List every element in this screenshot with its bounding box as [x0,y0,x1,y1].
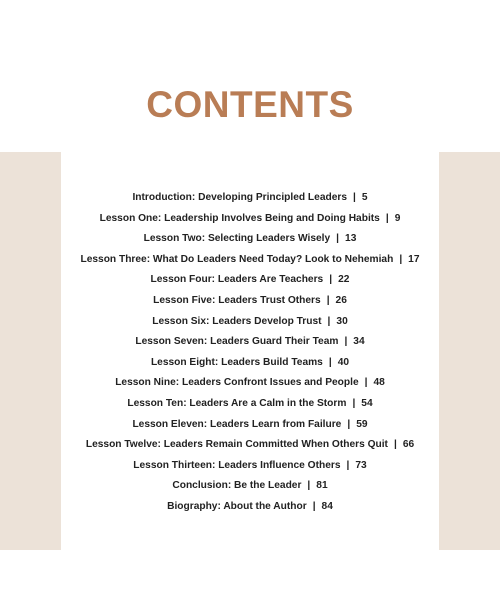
toc-entry-label: Lesson One: Leadership Involves Being and Doing Habits [99,212,380,224]
toc-entry-page: 26 [335,294,347,306]
toc-separator: | [336,233,340,245]
toc-entry[interactable] [61,291,439,312]
toc-entry[interactable] [61,188,439,209]
toc-entry-page: 73 [355,459,367,471]
toc-separator: | [312,500,316,512]
toc-separator: | [328,356,332,368]
toc-entry-page: 84 [321,500,333,512]
toc-entry-page: 40 [337,356,350,368]
toc-entry[interactable] [61,250,439,271]
toc-separator: | [385,212,389,224]
toc-entry-label: Lesson Six: Leaders Develop Trust [152,315,322,327]
toc-entry[interactable] [61,456,439,477]
table-of-contents [61,188,439,518]
toc-entry-label: Introduction: Developing Principled Leaders [132,192,347,203]
toc-entry-label: Lesson Five: Leaders Trust Others [153,294,321,306]
toc-separator: | [347,418,351,430]
page-title: CONTENTS [146,84,354,125]
toc-entry[interactable] [61,229,439,250]
toc-entry-label: Lesson Ten: Leaders Are a Calm in the Storm [127,397,347,409]
toc-separator: | [399,253,403,265]
toc-entry-page: 54 [361,397,373,409]
toc-entry[interactable] [61,415,439,436]
toc-entry-page: 34 [353,336,365,348]
toc-entry-page: 5 [361,192,368,203]
toc-entry-page: 22 [338,274,350,286]
toc-separator: | [364,377,368,389]
toc-entry-page: 17 [408,253,420,265]
toc-entry-label: Lesson Three: What Do Leaders Need Today? Look to Nehemiah [80,253,394,265]
toc-entry-label: Lesson Two: Selecting Leaders Wisely [143,233,331,245]
toc-entry-label: Lesson Twelve: Leaders Remain Committed When Others Quit [85,439,388,451]
toc-entry[interactable] [61,312,439,333]
toc-entry-label: Lesson Eleven: Leaders Learn from Failure [132,418,342,430]
toc-entry-label: Lesson Four: Leaders Are Teachers [150,274,324,286]
toc-separator: | [329,274,333,286]
toc-entry-label: Lesson Nine: Leaders Confront Issues and People [115,377,359,389]
toc-entry[interactable] [61,353,439,374]
toc-entry[interactable] [61,394,439,415]
toc-entry-page: 59 [356,418,368,430]
toc-separator: | [346,459,350,471]
toc-entry-page: 13 [345,233,357,245]
toc-separator: | [326,294,330,306]
toc-entry[interactable] [61,497,439,518]
toc-entry-page: 9 [394,212,401,224]
decorative-band-right [439,152,500,550]
toc-entry[interactable] [61,476,439,497]
toc-entry[interactable] [61,209,439,230]
toc-separator: | [344,336,348,348]
toc-entry[interactable] [61,373,439,394]
toc-entry-label: Lesson Seven: Leaders Guard Their Team [135,336,339,348]
toc-entry-label: Biography: About the Author [167,500,307,512]
toc-entry-page: 30 [336,315,348,327]
decorative-band-left [0,152,61,550]
toc-entry-page: 48 [373,377,385,389]
toc-separator: | [353,192,356,203]
toc-separator: | [352,397,356,409]
toc-entry-label: Conclusion: Be the Leader [172,480,302,492]
toc-separator: | [307,480,311,492]
toc-entry-page: 66 [402,439,415,451]
toc-separator: | [393,439,397,451]
toc-entry[interactable] [61,435,439,456]
toc-entry-page: 81 [316,480,328,492]
toc-entry[interactable] [61,332,439,353]
toc-entry[interactable] [61,270,439,291]
toc-separator: | [327,315,331,327]
toc-entry-label: Lesson Eight: Leaders Build Teams [150,356,323,368]
toc-entry-label: Lesson Thirteen: Leaders Influence Others [133,459,341,471]
